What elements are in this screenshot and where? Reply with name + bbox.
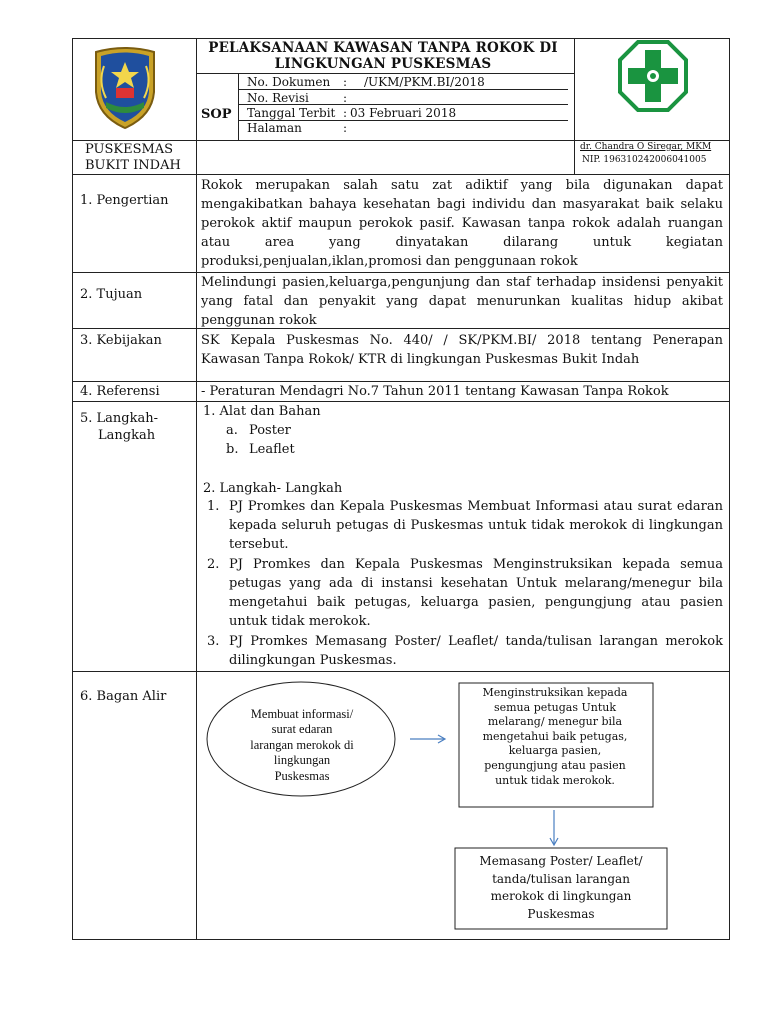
step-text: PJ Promkes dan Kepala Puskesmas Membuat Informasi atau surat edaran kepada seluruh petugas di Puskesmas untuk tidak merokok di lingkungan tersebut. <box>229 499 723 553</box>
regional-emblem-icon <box>90 42 160 132</box>
signer-name: dr. Chandra O Siregar, MKM <box>580 142 712 152</box>
header-sop-divider <box>238 73 239 140</box>
section-text-pengertian: Rokok merupakan salah satu zat adiktif yang bila digunakan dapat mengakibatkan bahaya kesehatan bagi individu dan masyarakat baik selaku perokok aktif maupun perokok pasif. Kawasan tanpa rokok adalah ruangan atau area yang dinyatakan dilarang untuk kegiatan produksi,penjualan,iklan,promosi dan penggunaan rokok <box>201 178 723 270</box>
header-divider-right <box>574 38 575 174</box>
node-line: merokok di lingkungan <box>490 889 632 903</box>
node-line: keluarga pasien, <box>508 744 602 758</box>
step-marker: 3. <box>207 634 220 649</box>
step-marker: 1. <box>207 499 220 514</box>
alat-item-marker: b. <box>226 442 239 457</box>
node-line: Membuat informasi/ <box>250 707 354 721</box>
node-line: semua petugas Untuk <box>493 700 617 714</box>
node-line: mengetahui baik petugas, <box>482 729 628 743</box>
node-line: Menginstruksikan kepada <box>482 686 628 699</box>
meta-label-halaman: Halaman <box>247 121 302 135</box>
section-label-tujuan: 2. Tujuan <box>80 287 143 302</box>
node-line: lingkungan <box>273 753 331 768</box>
document-title: PELAKSANAAN KAWASAN TANPA ROKOK DI LINGKUNGAN PUSKESMAS <box>208 40 558 72</box>
node-line: Puskesmas <box>274 768 330 783</box>
langkah-heading: 2. Langkah- Langkah <box>203 481 343 496</box>
table-border-top <box>72 38 730 39</box>
sop-label: SOP <box>201 107 232 122</box>
alat-item: Leaflet <box>249 442 295 457</box>
puskesmas-cross-icon <box>618 40 688 112</box>
node-line: tanda/tulisan larangan <box>492 871 630 886</box>
org-name-line2: BUKIT INDAH <box>85 158 181 173</box>
node-line: surat edaran <box>271 722 333 737</box>
header-logo-row-line <box>72 140 730 141</box>
node-line: Puskesmas <box>527 906 595 921</box>
alat-item-marker: a. <box>226 423 238 438</box>
meta-sep-tanggal: : <box>343 106 348 120</box>
section-line-5 <box>72 401 730 402</box>
step-marker: 2. <box>207 557 220 572</box>
node-line: Memasang Poster/ Leaflet/ <box>479 854 643 868</box>
signer-nip: NIP. 196310242006041005 <box>582 155 707 165</box>
section-text-referensi: - Peraturan Mendagri No.7 Tahun 2011 tentang Kawasan Tanpa Rokok <box>201 384 669 399</box>
section-label-bagan-alir: 6. Bagan Alir <box>80 689 167 704</box>
step-text: PJ Promkes Memasang Poster/ Leaflet/ tanda/tulisan larangan merokok dilingkungan Puskesmas. <box>229 634 723 669</box>
step-text: PJ Promkes dan Kepala Puskesmas Menginstruksikan kepada semua petugas yang ada di instansi kesehatan Untuk melarang/menegur bila mengetahui baik petugas, keluarga pasien, pengungjung atau pasien untuk tidak merokok. <box>229 557 723 630</box>
flowchart-node-2-text <box>462 686 648 788</box>
node-line: melarang/ menegur bila <box>487 715 623 729</box>
meta-label-tanggal: Tanggal Terbit <box>247 106 336 120</box>
alat-item: Poster <box>249 423 291 438</box>
meta-value-dokumen: /UKM/PKM.BI/2018 <box>364 75 485 89</box>
section-label-langkah-2: Langkah <box>98 428 156 443</box>
node-line: larangan merokok di <box>250 737 354 752</box>
section-label-pengertian: 1. Pengertian <box>80 193 169 208</box>
meta-label-revisi: No. Revisi <box>247 91 309 105</box>
flowchart-node-3-text <box>458 853 664 923</box>
alat-heading: 1. Alat dan Bahan <box>203 404 321 419</box>
section-label-referensi: 4. Referensi <box>80 384 160 399</box>
node-line: untuk tidak merokok. <box>495 773 615 787</box>
table-border-bottom <box>72 939 730 940</box>
section-label-langkah-1: 5. Langkah- <box>80 411 159 426</box>
header-title-underline <box>196 73 574 74</box>
meta-sep-dokumen: : <box>343 75 348 89</box>
section-line-1 <box>72 174 730 175</box>
section-text-kebijakan: SK Kepala Puskesmas No. 440/ / SK/PKM.BI/ 2018 tentang Penerapan Kawasan Tanpa Rokok/ KTR di lingkungan Puskesmas Bukit Indah <box>201 333 723 368</box>
org-name-line1: PUSKESMAS <box>85 142 174 157</box>
section-label-kebijakan: 3. Kebijakan <box>80 333 162 348</box>
section-text-tujuan: Melindungi pasien,keluarga,pengunjung dan staf terhadap insidensi penyakit yang fatal dan penyakit yang dapat menurunkan kualitas hidup akibat penggunan rokok <box>201 275 723 329</box>
meta-value-tanggal: 03 Februari 2018 <box>350 106 457 120</box>
meta-row-line-1 <box>238 89 568 90</box>
meta-sep-revisi: : <box>343 91 348 105</box>
meta-label-dokumen: No. Dokumen <box>247 75 331 89</box>
meta-sep-halaman: : <box>343 121 348 135</box>
flowchart-node-1-text <box>216 707 388 784</box>
node-line: pengungjung atau pasien <box>484 758 626 772</box>
